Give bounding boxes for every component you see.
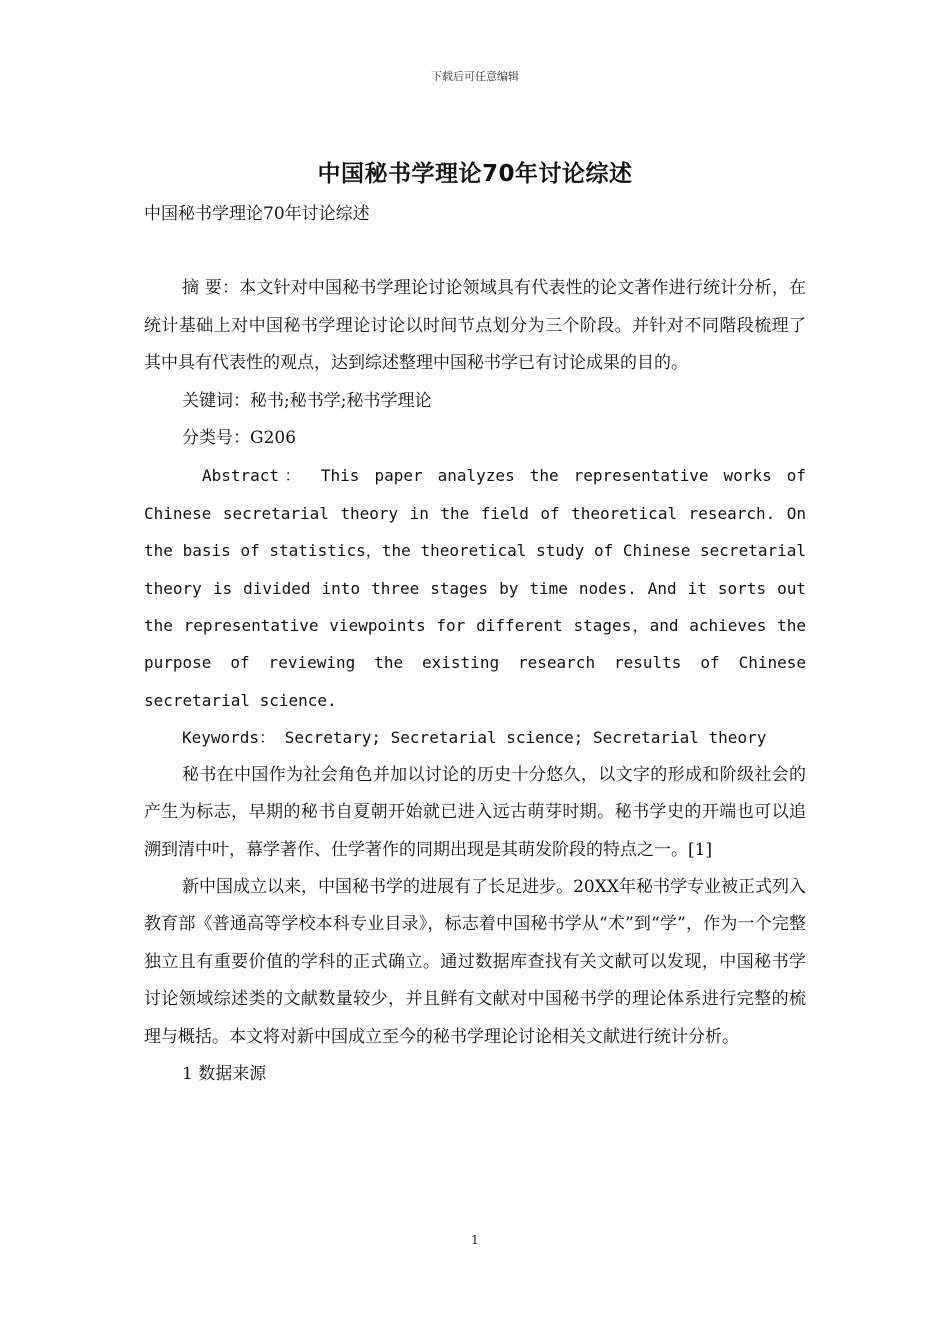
section-heading: 1 数据来源 bbox=[182, 1063, 267, 1084]
keywords-zh: 关键词：秘书;秘书学;秘书学理论 bbox=[182, 390, 432, 411]
document-subtitle: 中国秘书学理论70年讨论综述 bbox=[144, 204, 370, 224]
document-title: 中国秘书学理论70年讨论综述 bbox=[317, 161, 633, 187]
body-paragraph: 秘书在中国作为社会角色并加以讨论的历史十分悠久，以文字的形成和阶级社会的产生为标志，早期的秘书自夏朝开始就已进入远古萌芽时期。秘书学史的开端也可以追溯到清中叶，幕学著作、仕学著作的同期出现是其萌发阶段的特点之一。[1] bbox=[144, 764, 806, 860]
body-paragraph: 新中国成立以来，中国秘书学的进展有了长足进步。20XX年秘书学专业被正式列入教育部《普通高等学校本科专业目录》，标志着中国秘书学从“术”到“学”，作为一个完整独立且有重要价值的学科的正式确立。通过数据库查找有关文献可以发现，中国秘书学讨论领域综述类的文献数量较少，并且鲜有文献对中国秘书学的理论体系进行完整的梳理与概括。本文将对新中国成立至今的秘书学理论讨论相关文献进行统计分析。 bbox=[144, 876, 806, 1047]
abstract-zh: 摘 要：本文针对中国秘书学理论讨论领域具有代表性的论文著作进行统计分析，在统计基础上对中国秘书学理论讨论以时间节点划分为三个阶段。并针对不同階段梳理了其中具有代表性的观点，达到综述整理中国秘书学已有讨论成果的目的。 bbox=[144, 278, 806, 374]
document-body bbox=[144, 196, 806, 1093]
page-number: 1 bbox=[471, 1233, 479, 1247]
blank-line bbox=[144, 233, 806, 270]
classification-number: 分类号：G206 bbox=[182, 428, 297, 449]
keywords-en: Keywords： Secretary; Secretarial science; Secretarial theory bbox=[182, 728, 767, 748]
abstract-en: Abstract： This paper analyzes the representative works of Chinese secretarial theory in the field of theoretical research. On the basis of statistics，the theoretical study of Chinese secretarial theory is divided into three stages by time nodes. And it sorts out the representative viewpoints for different stages，and achieves the purpose of reviewing the existing research results of Chinese secretarial science. bbox=[144, 466, 806, 710]
page-header-note: 下载后可任意编辑 bbox=[431, 70, 519, 83]
